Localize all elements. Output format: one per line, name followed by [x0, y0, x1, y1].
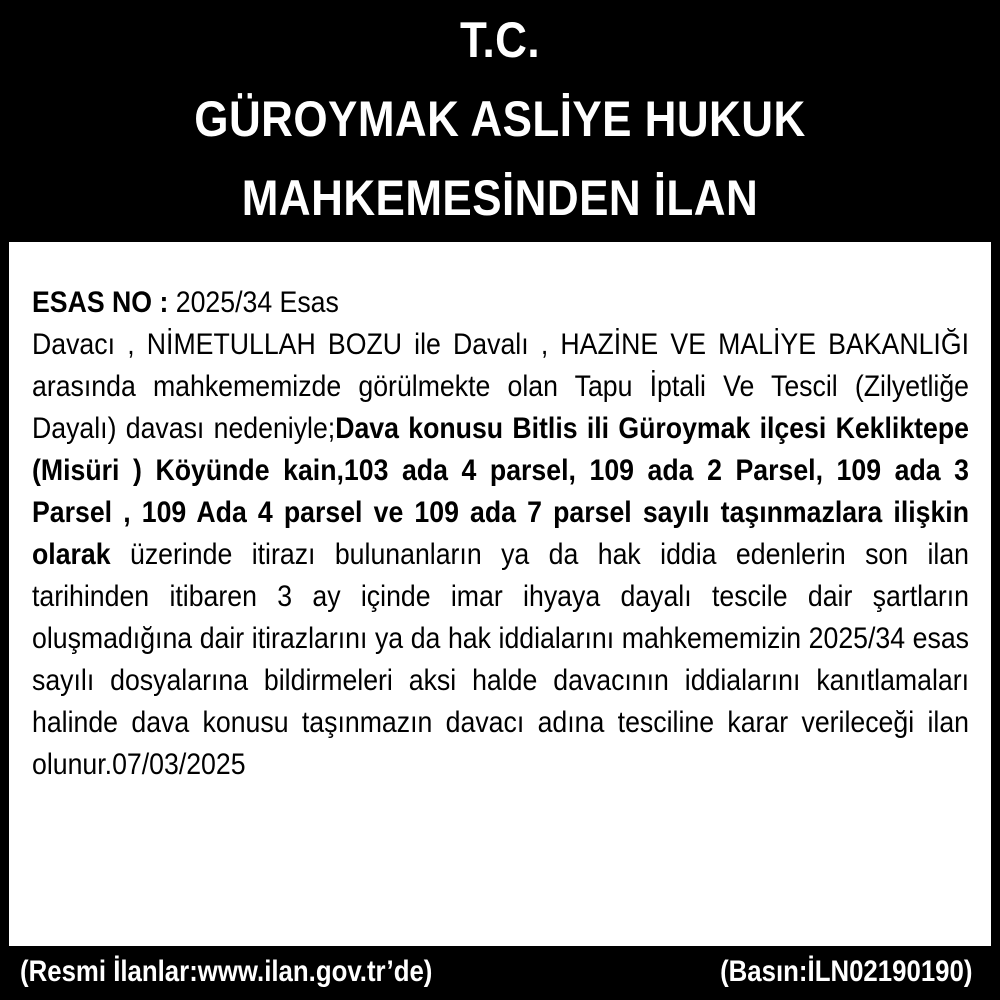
footer-official-site: (Resmi İlanlar:www.ilan.gov.tr’de) [20, 955, 433, 988]
header-line-tc: T.C. [460, 12, 540, 68]
header-line-court: GÜROYMAK ASLİYE HUKUK [194, 91, 806, 147]
header-line-title: MAHKEMESİNDEN İLAN [241, 170, 759, 226]
paragraph-part-2: üzerinde itirazı bulunanların ya da hak iddia edenlerin son ilan tarihinden itibaren 3 ay içinde imar ihyaya dayalı tescile dair şartların oluşmadığına dair itirazlarını ya da hak iddialarını mahkememizin 2025/34 esas sayılı dosyalarına bildirmeleri aksi halde davacının iddialarını kanıtlamaları halinde dava konusu taşınmazın davacı adına tesciline karar verileceği ilan olunur.07/03/2025 [32, 538, 970, 781]
esas-value: 2025/34 Esas [168, 286, 339, 319]
notice-header [0, 0, 1000, 242]
esas-label: ESAS NO : [32, 286, 169, 319]
notice-footer [0, 946, 1000, 1000]
notice-paragraph [32, 324, 969, 786]
footer-press-code: (Basın:İLN02190190) [719, 955, 972, 988]
esas-line [32, 282, 969, 324]
paragraph-part-1: Davacı , NİMETULLAH BOZU ile Davalı , HAZİNE VE MALİYE BAKANLIĞI arasında mahkememizde görülmekte olan Tapu İptali Ve Tescil (Zilyetliğe Dayalı) davası nedeniyle; [32, 328, 970, 445]
notice-text [32, 282, 969, 786]
notice-body [9, 242, 991, 946]
paragraph-bold-subject: Dava konusu Bitlis ili Güroymak ilçesi Kekliktepe (Misüri ) Köyünde kain,103 ada 4 parsel, 109 ada 2 Parsel, 109 ada 3 Parsel , 109 Ada 4 parsel ve 109 ada 7 parsel sayılı taşınmazlara ilişkin olarak [32, 412, 970, 571]
